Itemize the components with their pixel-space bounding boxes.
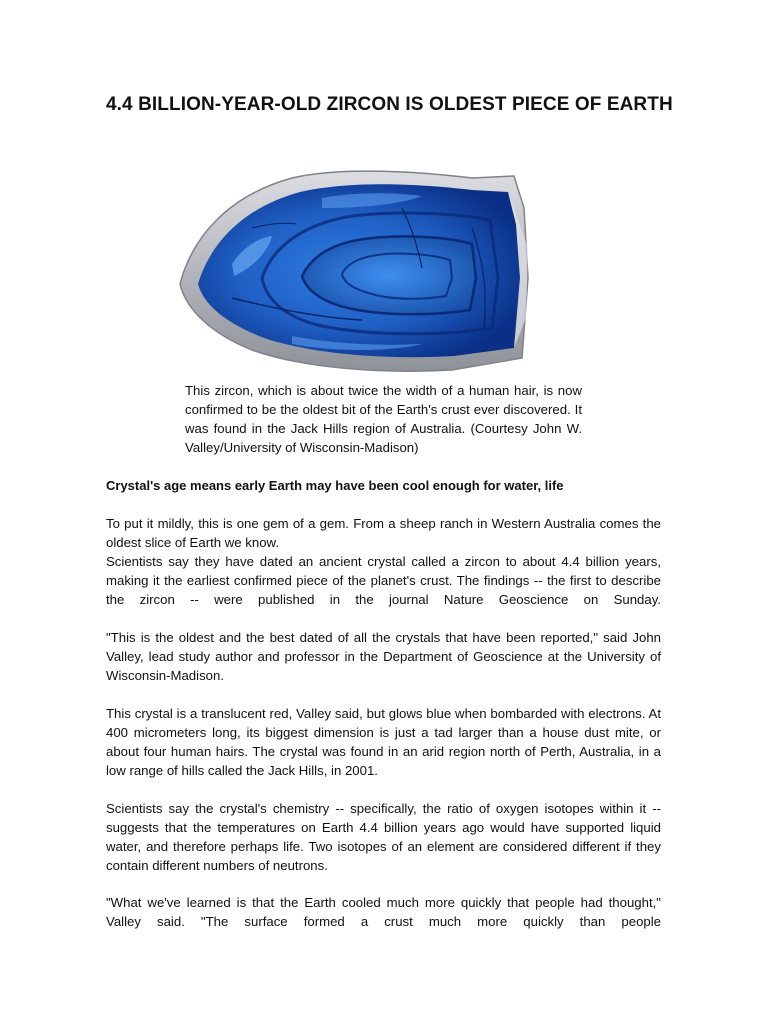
paragraph-6: "What we've learned is that the Earth cooled much more quickly that people had thought," Valley said. "The surface formed a crust much more quickly than people: [106, 895, 661, 929]
article-title: 4.4 BILLION-YEAR-OLD ZIRCON IS OLDEST PIECE OF EARTH: [106, 94, 673, 115]
paragraph-5: Scientists say the crystal's chemistry -- specifically, the ratio of oxygen isotopes within it -- suggests that the temperatures on Earth 4.4 billion years ago would have supported liquid water, and therefore perhaps life. Two isotopes of an element are considered different if they contain different numbers of neutrons.: [106, 801, 661, 873]
image-caption: This zircon, which is about twice the width of a human hair, is now confirmed to be the oldest bit of the Earth's crust ever discovered. It was found in the Jack Hills region of Australia. (Courtesy John W. Valley/University of Wisconsin-Madison): [185, 383, 582, 455]
zircon-crystal-image: [172, 168, 534, 374]
article-subheading: Crystal's age means early Earth may have been cool enough for water, life: [106, 478, 564, 493]
paragraph-2: Scientists say they have dated an ancient crystal called a zircon to about 4.4 billion years, making it the earliest confirmed piece of the planet's crust. The findings -- the first to describe the zircon -- were published in the journal Nature Geoscience on Sunday.: [106, 554, 661, 607]
paragraph-1: To put it mildly, this is one gem of a gem. From a sheep ranch in Western Australia comes the oldest slice of Earth we know.: [106, 516, 661, 550]
paragraph-4: This crystal is a translucent red, Valley said, but glows blue when bombarded with electrons. At 400 micrometers long, its biggest dimension is just a tad larger than a house dust mite, or about four human hairs. The crystal was found in an arid region north of Perth, Australia, in a low range of hills called the Jack Hills, in 2001.: [106, 706, 661, 778]
paragraph-3: "This is the oldest and the best dated of all the crystals that have been reported," said John Valley, lead study author and professor in the Department of Geoscience at the University of Wisconsin-Madison.: [106, 630, 661, 683]
